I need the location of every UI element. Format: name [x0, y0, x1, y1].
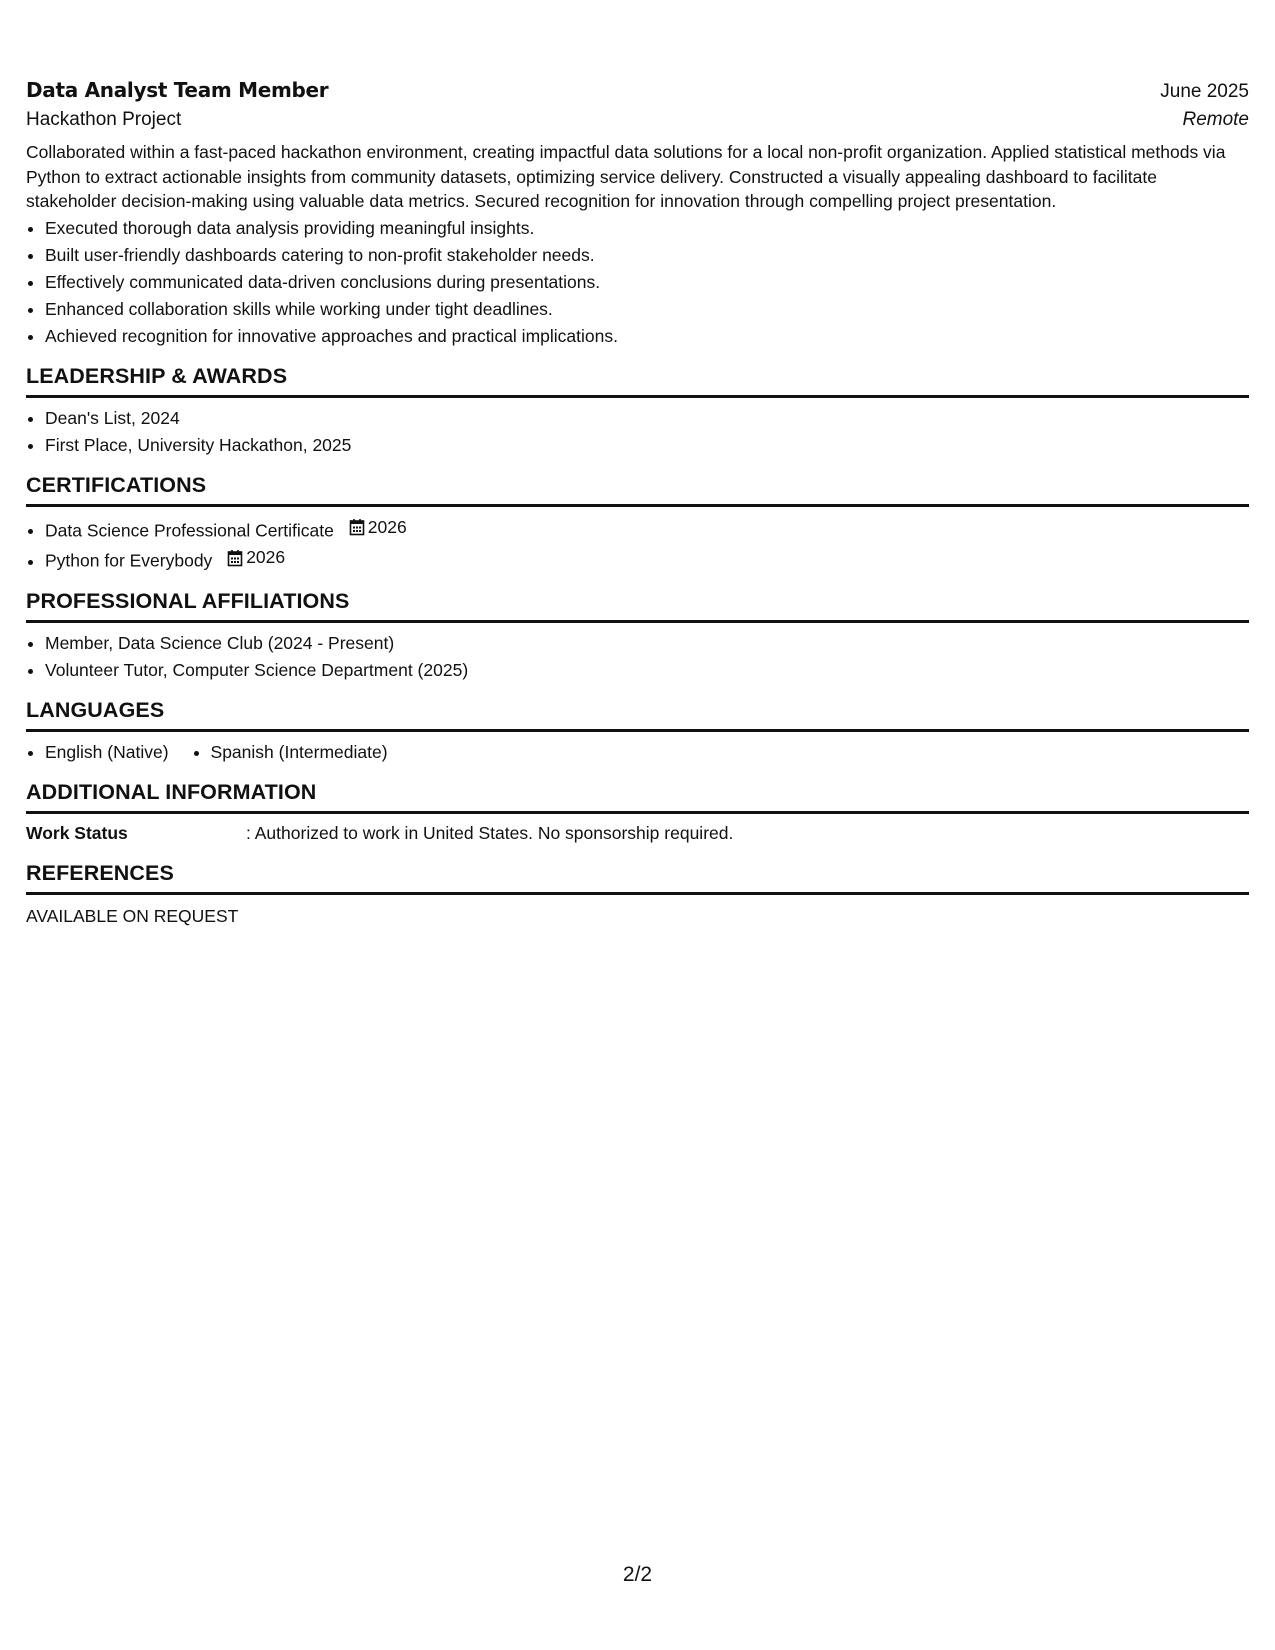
references-text: AVAILABLE ON REQUEST — [26, 905, 239, 926]
list-item: • Volunteer Tutor, Computer Science Department (2025) — [45, 657, 1249, 684]
section-title: LANGUAGES — [26, 698, 1249, 732]
job-location: Remote — [1182, 109, 1249, 130]
job-date: June 2025 — [1160, 81, 1249, 102]
list-item — [45, 514, 1249, 545]
list-item: • First Place, University Hackathon, 2025 — [45, 432, 1249, 459]
section-title: LEADERSHIP & AWARDS — [26, 364, 1249, 398]
list-item: • Built user-friendly dashboards catering to non-profit stakeholder needs. — [45, 242, 1249, 269]
list-item — [45, 544, 1249, 575]
section-title: PROFESSIONAL AFFILIATIONS — [26, 589, 1249, 623]
certification-name: Data Science Professional Certificate — [45, 520, 334, 540]
calendar-icon — [349, 518, 365, 536]
calendar-icon — [227, 549, 243, 567]
work-status-label: Work Status — [26, 822, 128, 843]
job-title: Data Analyst Team Member — [26, 78, 329, 102]
section-title: REFERENCES — [26, 861, 1249, 895]
affiliations-section — [26, 589, 1249, 684]
job-summary: Collaborated within a fast-paced hackathon environment, creating impactful data solutions for a local non-profit organization. Applied statistical methods via Python to extract actionable insights from community datasets, optimizing service delivery. Constructed a visually appealing dashboard to facilitate stakeholder decision-making using valuable data metrics. Secured recognition for innovation through compelling project presentation. — [26, 142, 1226, 211]
resume-page — [26, 0, 1249, 930]
work-status-value: : Authorized to work in United States. No sponsorship required. — [246, 822, 734, 843]
additional-info-section — [26, 780, 1249, 847]
language-item: • English (Native) — [45, 739, 169, 766]
list-item: • Member, Data Science Club (2024 - Present) — [45, 630, 1249, 657]
leadership-section — [26, 364, 1249, 459]
job-organization: Hackathon Project — [26, 109, 182, 130]
list-item: • Achieved recognition for innovative approaches and practical implications. — [45, 323, 1249, 350]
list-item: • Effectively communicated data-driven conclusions during presentations. — [45, 269, 1249, 296]
certification-year: 2026 — [367, 516, 407, 537]
certification-year: 2026 — [246, 547, 286, 567]
experience-entry — [26, 78, 1249, 350]
references-section — [26, 861, 1249, 930]
list-item: • Dean's List, 2024 — [45, 405, 1249, 432]
list-item: • Executed thorough data analysis providing meaningful insights. — [45, 215, 1249, 242]
page-number: 2/2 — [622, 1563, 653, 1586]
certifications-section — [26, 473, 1249, 575]
job-bullets — [26, 215, 1249, 350]
section-title: CERTIFICATIONS — [26, 473, 1249, 507]
list-item: • Enhanced collaboration skills while working under tight deadlines. — [45, 296, 1249, 323]
languages-section — [26, 698, 1249, 766]
certification-name: Python for Everybody — [45, 550, 213, 571]
language-item: • Spanish (Intermediate) — [211, 739, 388, 766]
section-title: ADDITIONAL INFORMATION — [26, 780, 1249, 814]
